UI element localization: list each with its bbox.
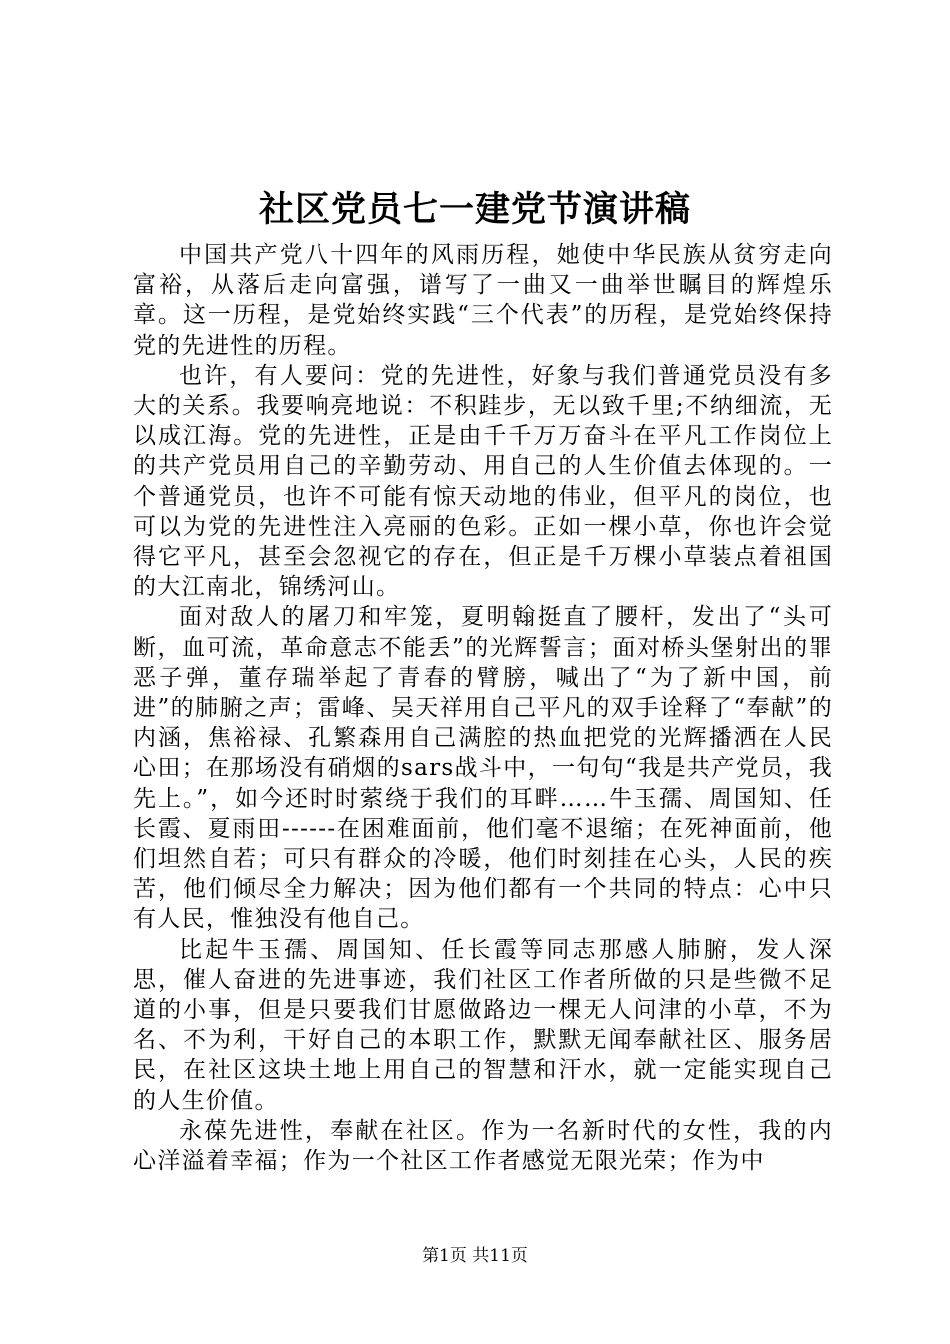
paragraph: 面对敌人的屠刀和牢笼，夏明翰挺直了腰杆，发出了“头可断，血可流，革命意志不能丢”的光辉誓言；面对桥头堡射出的罪恶子弹，董存瑞举起了青春的臂膀，喊出了“为了新中国，前进”的肺腑之声；雷峰、吴天祥用自己平凡的双手诠释了“奉献”的内涵，焦裕禄、孔繁森用自己满腔的热血把党的光辉播洒在人民心田；在那场没有硝烟的sars战斗中，一句句“我是共产党员，我先上。”，如今还时时萦绕于我们的耳畔……牛玉孺、周国知、任长霞、夏雨田------在困难面前，他们毫不退缩；在死神面前，他们坦然自若；可只有群众的冷暖，他们时刻挂在心头，人民的疾苦，他们倾尽全力解决；因为他们都有一个共同的特点：心中只有人民，惟独没有他自己。: [133, 604, 833, 933]
paragraph: 永葆先进性，奉献在社区。作为一名新时代的女性，我的内心洋溢着幸福；作为一个社区工作者感觉无限光荣；作为中: [133, 1117, 833, 1175]
document-title: 社区党员七一建党节演讲稿: [258, 189, 691, 230]
paragraph: 也许，有人要问：党的先进性，好象与我们普通党员没有多大的关系。我要响亮地说：不积跬步，无以致千里;不纳细流，无以成江海。党的先进性，正是由千千万万奋斗在平凡工作岗位上的共产党员用自己的辛勤劳动、用自己的人生价值去体现的。一个普通党员，也许不可能有惊天动地的伟业，但平凡的岗位，也可以为党的先进性注入亮丽的色彩。正如一棵小草，你也许会觉得它平凡，甚至会忽视它的存在，但正是千万棵小草装点着祖国的大江南北，锦绣河山。: [133, 362, 833, 601]
paragraph: 比起牛玉孺、周国知、任长霞等同志那感人肺腑，发人深思，催人奋进的先进事迹，我们社区工作者所做的只是些微不足道的小事，但是只要我们甘愿做路边一棵无人问津的小草，不为名、不为利，干好自己的本职工作，默默无闻奉献社区、服务居民，在社区这块土地上用自己的智慧和汗水，就一定能实现自己的人生价值。: [133, 936, 833, 1114]
paragraph: 中国共产党八十四年的风雨历程，她使中华民族从贫穷走向富裕，从落后走向富强，谱写了一曲又一曲举世瞩目的辉煌乐章。这一历程，是党始终实践“三个代表”的历程，是党始终保持党的先进性的历程。: [133, 242, 833, 359]
document-body: [133, 240, 833, 1176]
page-number-footer: 第1页 共11页: [422, 1246, 528, 1266]
